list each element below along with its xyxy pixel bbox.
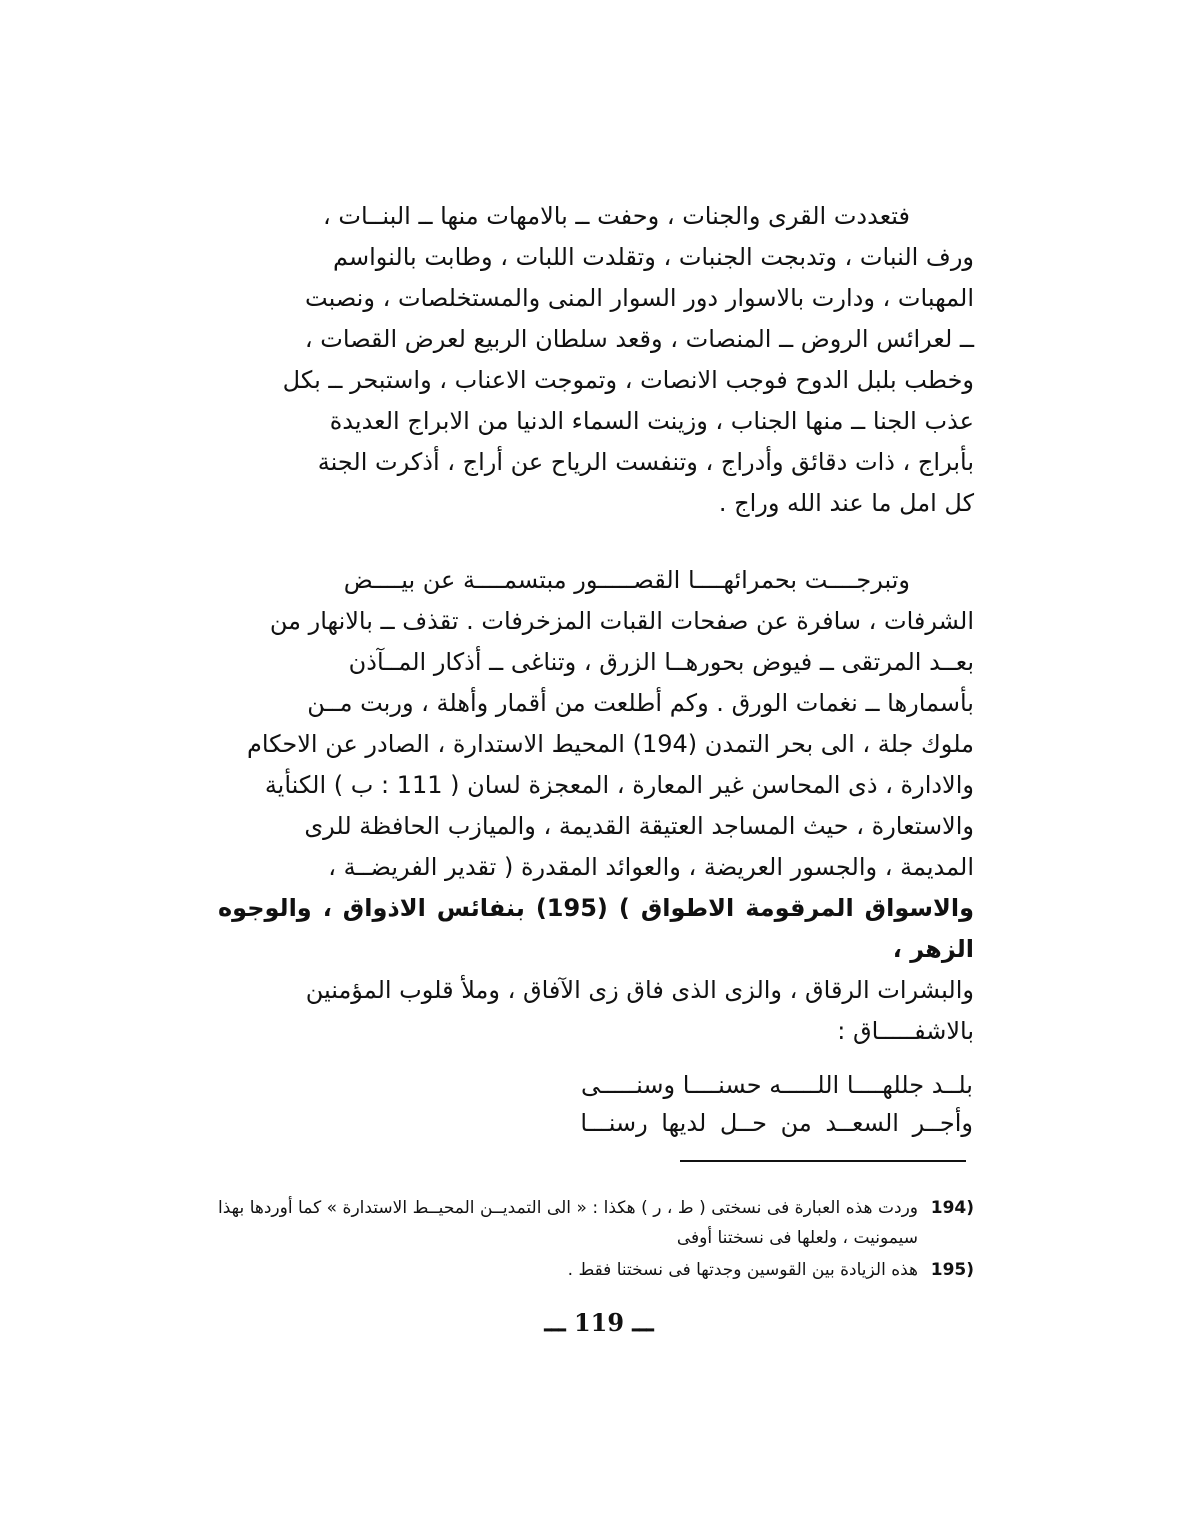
text-line: وتبرجــــت بحمرائهــــا القصـــــور مبتسمــــة عن بيــــض [343, 566, 910, 594]
text-line: ورف النبات ، وتدبجت الجنبات ، وتقلدت اللبات ، وطابت بالنواسم [333, 243, 974, 271]
paragraph-body [218, 560, 974, 1052]
text-line: والاسواق المرقومة الاطواق ) (195) بنفائس الاذواق ، والوجوه الزهر ، [218, 894, 974, 963]
footnote-number: 194) [930, 1198, 974, 1218]
text-line: والادارة ، ذى المحاسن غير المعارة ، المعجزة لسان ( 111 : ب ) الكنأية [264, 771, 974, 799]
footnotes [218, 1193, 974, 1287]
paragraph-2 [218, 560, 974, 1052]
paragraph-body [218, 196, 974, 524]
page-number: ـــ 119 ـــ [544, 1308, 654, 1337]
text-line: فتعددت القرى والجنات ، وحفت ــ بالامهات منها ــ البنــات ، [323, 202, 910, 230]
footnote-number: 195) [930, 1260, 974, 1280]
footnote-195 [218, 1255, 974, 1285]
text-line: وخطب بلبل الدوح فوجب الانصات ، وتموجت الاعناب ، واستبحر ــ بكل [282, 366, 974, 394]
text-line: بالاشفـــــاق : [837, 1017, 974, 1045]
footnote-194 [218, 1193, 974, 1253]
text-line: ملوك جلة ، الى بحر التمدن (194) المحيط الاستدارة ، الصادر عن الاحكام [246, 730, 974, 758]
text-line: بعــد المرتقى ــ فيوض بحورهــا الزرق ، وتناغى ــ أذكار المــآذن [348, 648, 974, 676]
text-line: والبشرات الرقاق ، والزى الذى فاق زى الآفاق ، وملأ قلوب المؤمنين [305, 976, 974, 1004]
text-line: ــ لعرائس الروض ــ المنصات ، وقعد سلطان الربيع لعرض القصات ، [304, 325, 974, 353]
text-line: بأبراج ، ذات دقائق وأدراج ، وتنفست الرياح عن أراج ، أذكرت الجنة [317, 448, 974, 476]
text-line: عذب الجنا ــ منها الجناب ، وزينت السماء الدنيا من الابراج العديدة [329, 407, 974, 435]
footnote-separator [680, 1160, 966, 1162]
footnote-text: هذه الزيادة بين القوسين وجدتها فى نسختنا فقط . [567, 1260, 918, 1280]
text-line: كل امل ما عند الله وراج . [718, 489, 974, 517]
verse-line-2: وأجــر السعــد من حــل لديها رسنـــا [580, 1109, 973, 1137]
paragraph-1 [218, 196, 974, 524]
text-line: المديمة ، والجسور العريضة ، والعوائد المقدرة ( تقدير الفريضــة ، [328, 853, 974, 881]
text-line: الشرفات ، سافرة عن صفحات القبات المزخرفات . تقذف ــ بالانهار من [269, 607, 974, 635]
text-line: المهبات ، ودارت بالاسوار دور السوار المنى والمستخلصات ، ونصبت [305, 284, 974, 312]
text-line: والاستعارة ، حيث المساجد العتيقة القديمة ، والميازب الحافظة للرى [304, 812, 974, 840]
verse-line-1: بلــد جللهــــا اللـــــه حسنــــا وسنـــــى [580, 1071, 973, 1099]
text-line: بأسمارها ــ نغمات الورق . وكم أطلعت من أقمار وأهلة ، وربت مــن [307, 689, 974, 717]
footnote-text: وردت هذه العبارة فى نسختى ( ط ، ر ) هكذا : « الى التمديــن المحيــط الاستدارة » كما أوردها بهذا سيمونيت ، ولعلها فى نسختنا أوفى [218, 1198, 918, 1248]
